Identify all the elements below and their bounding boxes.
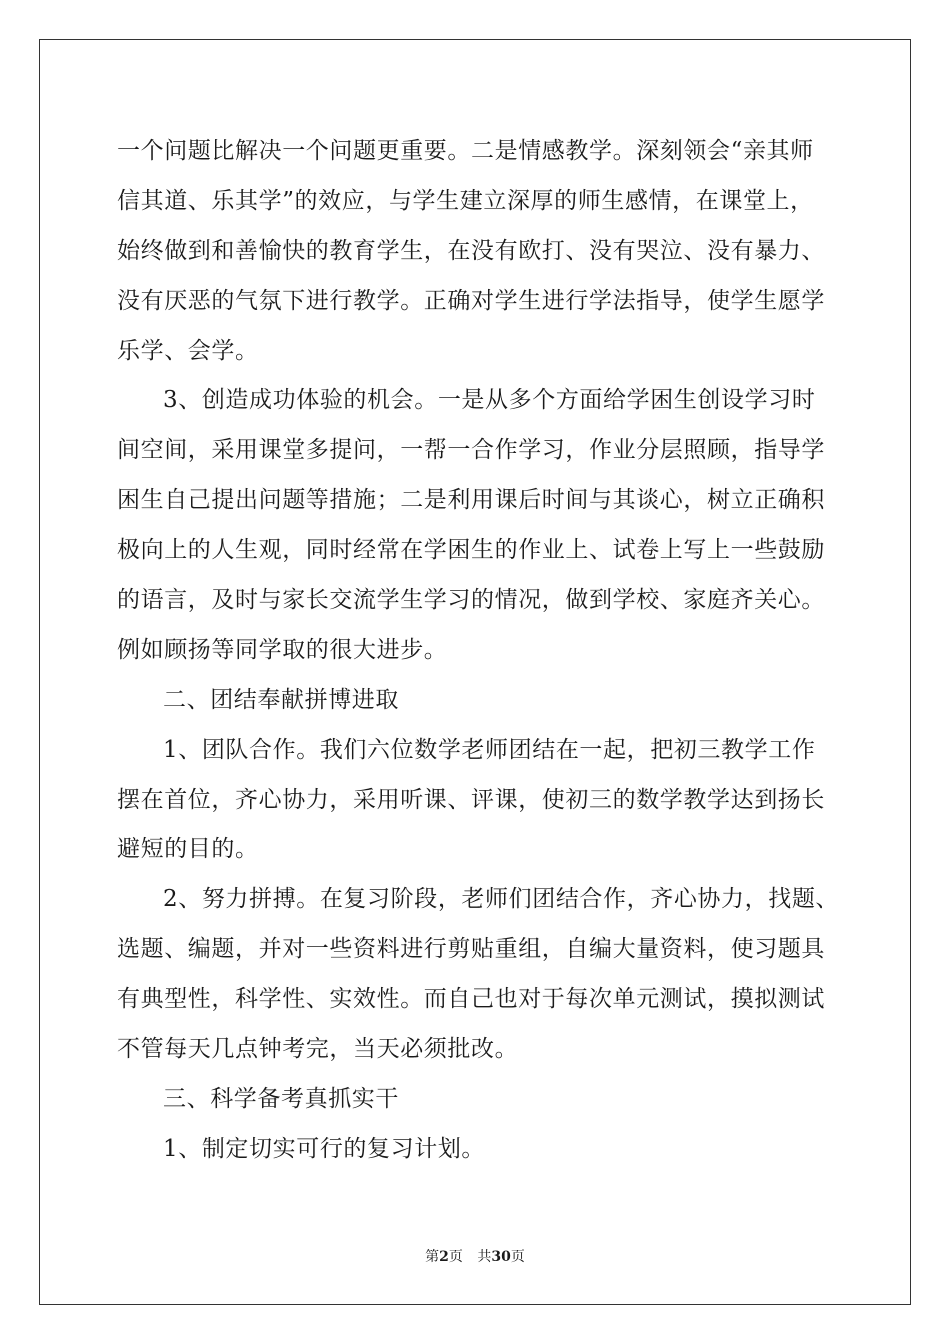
section-heading: 二、团结奉献拼博进取 [163,686,399,713]
paragraph-start-line: 2、努力拼搏。在复习阶段，老师们团结合作，齐心协力，找题、 [163,886,840,913]
text-line: 摆在首位，齐心协力，采用听课、评课，使初三的数学教学达到扬长 [117,786,825,813]
section-heading: 三、科学备考真抓实干 [163,1085,399,1112]
text-line: 不管每天几点钟考完，当天必须批改。 [117,1036,519,1063]
total-indicator [477,1249,524,1265]
document-body [117,127,840,1175]
page-number: 2 [439,1249,449,1265]
text-line: 间空间，采用课堂多提问，一帮一合作学习，作业分层照顾，指导学 [117,437,825,464]
text-line: 困生自己提出问题等措施；二是利用课后时间与其谈心，树立正确积 [117,487,825,514]
paragraph-start-line: 3、创造成功体验的机会。一是从多个方面给学困生创设学习时 [163,387,816,414]
text-line: 始终做到和善愉快的教育学生，在没有欧打、没有哭泣、没有暴力、 [117,237,825,264]
paragraph-start-line: 1、制定切实可行的复习计划。 [163,1135,486,1162]
text-line: 没有厌恶的气氛下进行教学。正确对学生进行学法指导，使学生愿学 [117,287,825,314]
text-line: 极向上的人生观，同时经常在学困生的作业上、试卷上写上一些鼓励 [117,537,825,564]
text-line: 一个问题比解决一个问题更重要。二是情感教学。深刻领会“亲其师 [117,138,814,164]
text-line: 的语言，及时与家长交流学生学习的情况，做到学校、家庭齐关心。 [117,587,825,614]
paragraph-start-line: 1、团队合作。我们六位数学老师团结在一起，把初三教学工作 [163,736,816,763]
text-line: 例如顾扬等同学取的很大进步。 [117,636,448,663]
page-indicator [425,1249,463,1265]
page-suffix: 页 [448,1249,463,1265]
text-line: 乐学、会学。 [117,337,259,364]
text-line: 选题、编题，并对一些资料进行剪贴重组，自编大量资料，使习题具 [117,936,825,963]
total-pages: 30 [491,1249,511,1265]
text-line: 避短的目的。 [117,836,259,863]
total-prefix: 共 [477,1249,492,1265]
page-prefix: 第 [425,1249,440,1265]
text-line: 信其道、乐其学”的效应，与学生建立深厚的师生感情，在课堂上， [117,187,814,214]
total-suffix: 页 [510,1249,525,1265]
text-line: 有典型性，科学性、实效性。而自己也对于每次单元测试，摸拟测试 [117,986,825,1013]
page-footer [0,1246,950,1266]
